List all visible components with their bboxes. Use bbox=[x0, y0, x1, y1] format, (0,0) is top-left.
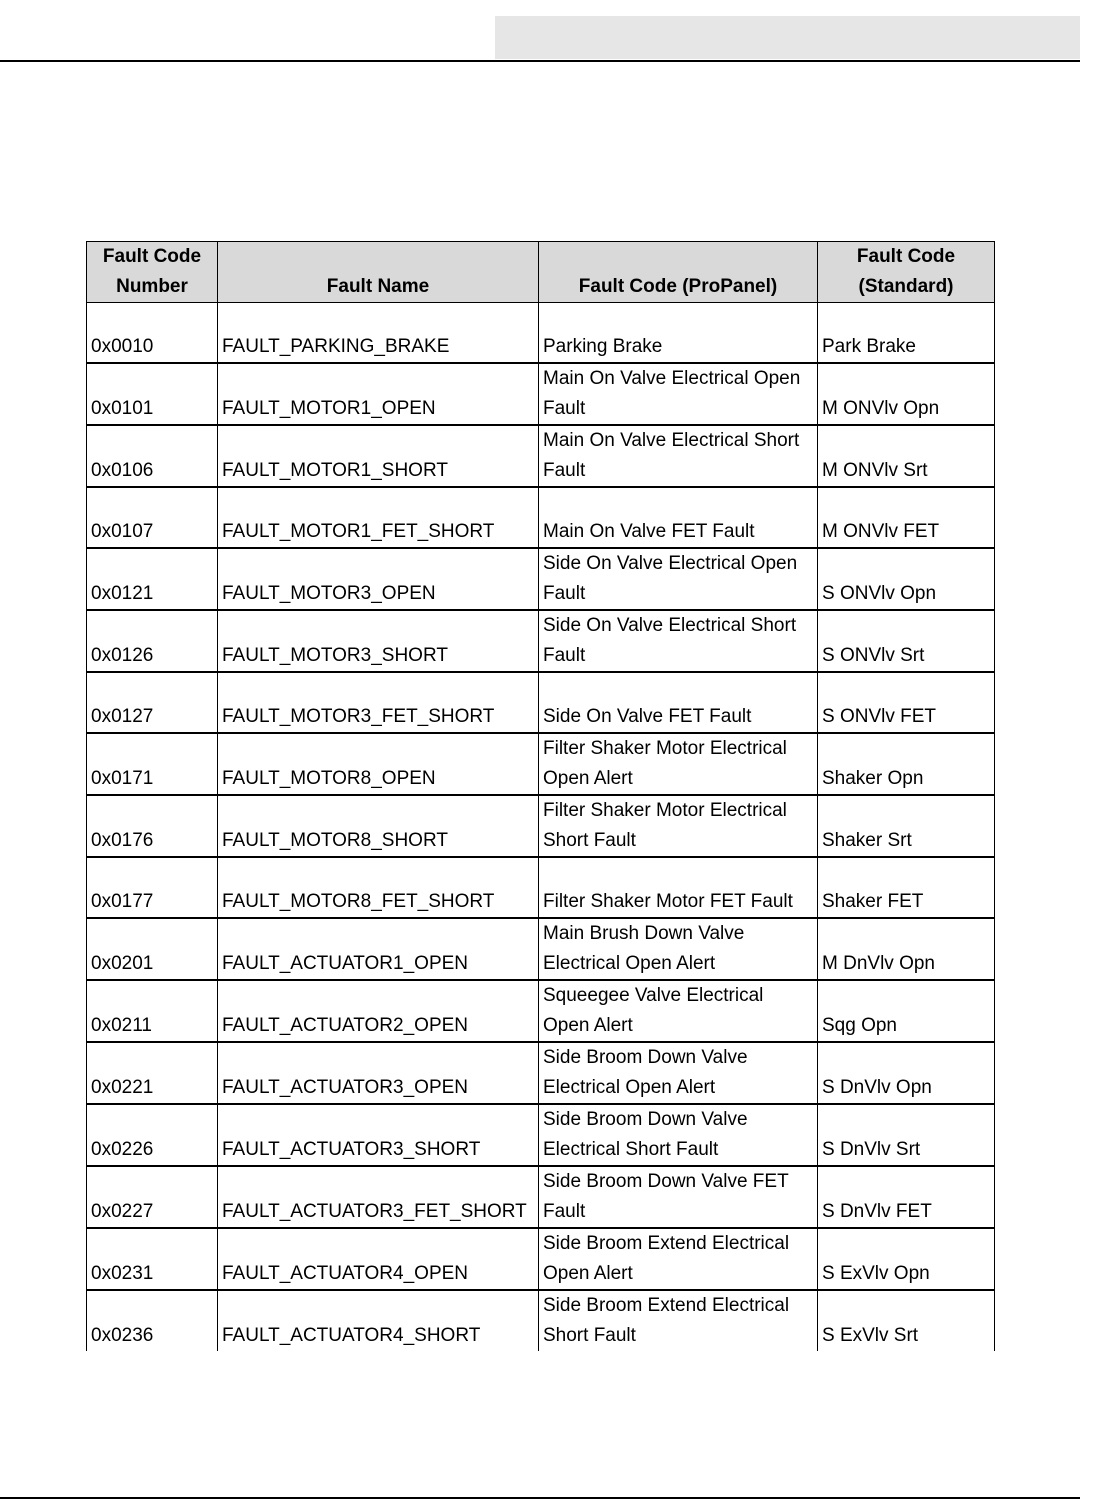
table-row bbox=[87, 980, 995, 1042]
cell-fault-name: FAULT_MOTOR3_FET_SHORT bbox=[218, 672, 539, 733]
cell-fault-code-standard: Park Brake bbox=[818, 303, 995, 364]
table-row bbox=[87, 610, 995, 672]
cell-fault-code-propanel: Side On Valve FET Fault bbox=[539, 672, 818, 733]
fault-code-table bbox=[86, 241, 995, 1351]
table-row bbox=[87, 548, 995, 610]
cell-fault-code-standard: Shaker Opn bbox=[818, 733, 995, 795]
cell-fault-code-standard: S ONVlv Srt bbox=[818, 610, 995, 672]
header-fault-code-number bbox=[87, 242, 218, 303]
cell-fault-name: FAULT_MOTOR3_OPEN bbox=[218, 548, 539, 610]
table-row bbox=[87, 1042, 995, 1104]
cell-fault-code-number: 0x0176 bbox=[87, 795, 218, 857]
header-row bbox=[87, 242, 995, 303]
cell-fault-code-propanel: Main On Valve Electrical Short Fault bbox=[539, 425, 818, 487]
cell-fault-code-standard: S ExVlv Opn bbox=[818, 1228, 995, 1290]
cell-fault-code-standard: Shaker FET bbox=[818, 857, 995, 918]
cell-fault-code-standard: M ONVlv FET bbox=[818, 487, 995, 548]
table-row bbox=[87, 918, 995, 980]
cell-fault-code-number: 0x0010 bbox=[87, 303, 218, 364]
cell-fault-name: FAULT_ACTUATOR4_OPEN bbox=[218, 1228, 539, 1290]
cell-fault-code-number: 0x0101 bbox=[87, 363, 218, 425]
table-body bbox=[87, 303, 995, 1352]
cell-fault-code-propanel: Main On Valve Electrical Open Fault bbox=[539, 363, 818, 425]
header-fault-code-standard bbox=[818, 242, 995, 303]
table-row bbox=[87, 795, 995, 857]
cell-fault-name: FAULT_MOTOR1_SHORT bbox=[218, 425, 539, 487]
cell-fault-name: FAULT_PARKING_BRAKE bbox=[218, 303, 539, 364]
table-row bbox=[87, 303, 995, 364]
cell-fault-name: FAULT_MOTOR8_FET_SHORT bbox=[218, 857, 539, 918]
cell-fault-name: FAULT_ACTUATOR3_OPEN bbox=[218, 1042, 539, 1104]
cell-fault-code-number: 0x0127 bbox=[87, 672, 218, 733]
cell-fault-name: FAULT_ACTUATOR3_SHORT bbox=[218, 1104, 539, 1166]
cell-fault-code-number: 0x0236 bbox=[87, 1290, 218, 1351]
cell-fault-code-propanel: Side Broom Extend Electrical Open Alert bbox=[539, 1228, 818, 1290]
cell-fault-code-propanel: Filter Shaker Motor FET Fault bbox=[539, 857, 818, 918]
cell-fault-code-propanel: Side Broom Down Valve Electrical Open Alert bbox=[539, 1042, 818, 1104]
cell-fault-code-propanel: Squeegee Valve Electrical Open Alert bbox=[539, 980, 818, 1042]
cell-fault-name: FAULT_ACTUATOR1_OPEN bbox=[218, 918, 539, 980]
cell-fault-code-number: 0x0171 bbox=[87, 733, 218, 795]
page-header-band bbox=[495, 16, 1080, 59]
cell-fault-name: FAULT_MOTOR1_FET_SHORT bbox=[218, 487, 539, 548]
header-number-line1: Fault Code bbox=[102, 246, 202, 267]
cell-fault-code-number: 0x0106 bbox=[87, 425, 218, 487]
cell-fault-code-propanel: Main On Valve FET Fault bbox=[539, 487, 818, 548]
cell-fault-code-number: 0x0227 bbox=[87, 1166, 218, 1228]
cell-fault-code-standard: Sqg Opn bbox=[818, 980, 995, 1042]
table-row bbox=[87, 1104, 995, 1166]
table-row bbox=[87, 425, 995, 487]
header-standard-line1: Fault Code bbox=[856, 246, 956, 267]
cell-fault-code-number: 0x0121 bbox=[87, 548, 218, 610]
table-row bbox=[87, 363, 995, 425]
cell-fault-name: FAULT_ACTUATOR2_OPEN bbox=[218, 980, 539, 1042]
cell-fault-code-number: 0x0221 bbox=[87, 1042, 218, 1104]
cell-fault-code-standard: M DnVlv Opn bbox=[818, 918, 995, 980]
cell-fault-code-number: 0x0126 bbox=[87, 610, 218, 672]
cell-fault-name: FAULT_MOTOR8_SHORT bbox=[218, 795, 539, 857]
cell-fault-code-propanel: Side Broom Down Valve Electrical Short Fault bbox=[539, 1104, 818, 1166]
cell-fault-code-standard: S DnVlv Srt bbox=[818, 1104, 995, 1166]
cell-fault-name: FAULT_ACTUATOR3_FET_SHORT bbox=[218, 1166, 539, 1228]
cell-fault-code-standard: S ExVlv Srt bbox=[818, 1290, 995, 1351]
header-rule bbox=[0, 60, 1080, 62]
table-row bbox=[87, 1290, 995, 1351]
cell-fault-code-standard: S DnVlv FET bbox=[818, 1166, 995, 1228]
cell-fault-code-propanel: Side Broom Extend Electrical Short Fault bbox=[539, 1290, 818, 1351]
cell-fault-code-number: 0x0211 bbox=[87, 980, 218, 1042]
cell-fault-code-propanel: Main Brush Down Valve Electrical Open Alert bbox=[539, 918, 818, 980]
cell-fault-code-standard: S ONVlv Opn bbox=[818, 548, 995, 610]
table-row bbox=[87, 1228, 995, 1290]
cell-fault-code-number: 0x0177 bbox=[87, 857, 218, 918]
cell-fault-code-standard: Shaker Srt bbox=[818, 795, 995, 857]
table-row bbox=[87, 1166, 995, 1228]
header-fault-code-propanel: Fault Code (ProPanel) bbox=[539, 242, 818, 303]
header-fault-name: Fault Name bbox=[218, 242, 539, 303]
cell-fault-code-number: 0x0107 bbox=[87, 487, 218, 548]
header-number-line2: Number bbox=[116, 276, 188, 297]
cell-fault-name: FAULT_ACTUATOR4_SHORT bbox=[218, 1290, 539, 1351]
cell-fault-code-standard: S ONVlv FET bbox=[818, 672, 995, 733]
cell-fault-code-propanel: Side On Valve Electrical Short Fault bbox=[539, 610, 818, 672]
table-row bbox=[87, 487, 995, 548]
footer-rule bbox=[0, 1497, 1080, 1499]
table-row bbox=[87, 672, 995, 733]
cell-fault-code-propanel: Side On Valve Electrical Open Fault bbox=[539, 548, 818, 610]
cell-fault-code-number: 0x0226 bbox=[87, 1104, 218, 1166]
cell-fault-name: FAULT_MOTOR1_OPEN bbox=[218, 363, 539, 425]
cell-fault-code-propanel: Filter Shaker Motor Electrical Short Fault bbox=[539, 795, 818, 857]
cell-fault-code-propanel: Filter Shaker Motor Electrical Open Alert bbox=[539, 733, 818, 795]
table-row bbox=[87, 733, 995, 795]
cell-fault-code-standard: M ONVlv Srt bbox=[818, 425, 995, 487]
cell-fault-code-standard: M ONVlv Opn bbox=[818, 363, 995, 425]
header-standard-line2: (Standard) bbox=[858, 276, 954, 297]
cell-fault-name: FAULT_MOTOR8_OPEN bbox=[218, 733, 539, 795]
cell-fault-code-propanel: Side Broom Down Valve FET Fault bbox=[539, 1166, 818, 1228]
table-row bbox=[87, 857, 995, 918]
table-header bbox=[87, 242, 995, 303]
cell-fault-code-standard: S DnVlv Opn bbox=[818, 1042, 995, 1104]
cell-fault-name: FAULT_MOTOR3_SHORT bbox=[218, 610, 539, 672]
cell-fault-code-number: 0x0231 bbox=[87, 1228, 218, 1290]
cell-fault-code-number: 0x0201 bbox=[87, 918, 218, 980]
cell-fault-code-propanel: Parking Brake bbox=[539, 303, 818, 364]
